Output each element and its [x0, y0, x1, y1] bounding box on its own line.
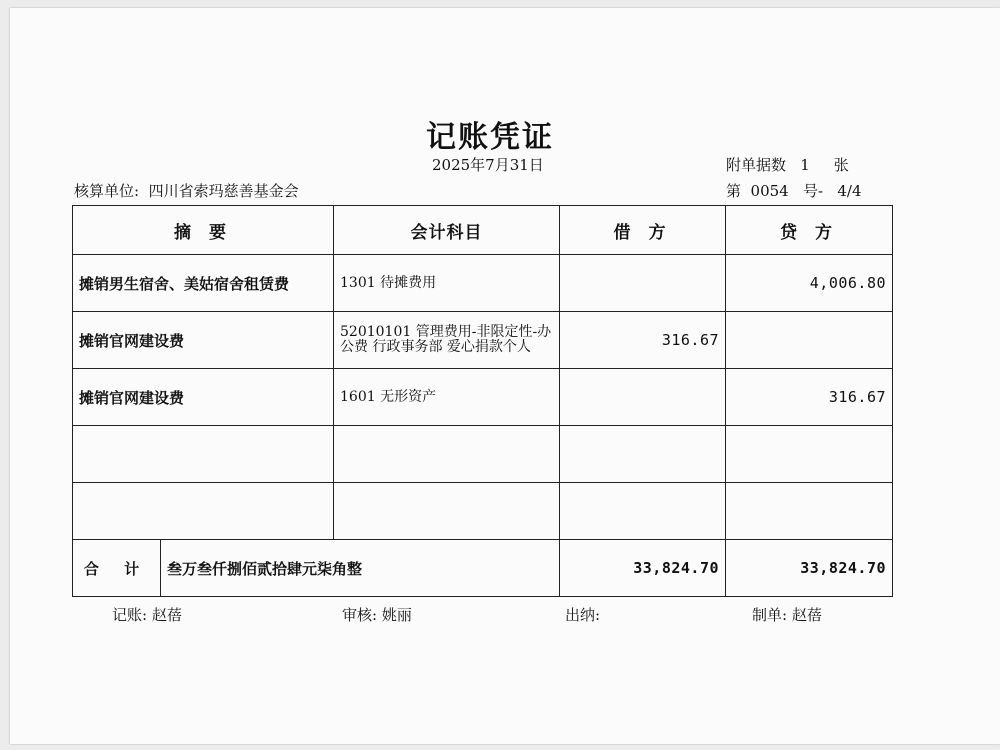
- accounting-unit-label: 核算单位:: [74, 182, 140, 200]
- total-row: [73, 540, 893, 597]
- row-debit: [560, 369, 726, 426]
- accounting-unit-name: 四川省索玛慈善基金会: [148, 182, 299, 200]
- row-debit: [560, 483, 726, 540]
- row-summary: 摊销男生宿舍、美姑宿舍租赁费: [73, 255, 334, 312]
- voucher-title: 记账凭证: [426, 120, 554, 155]
- table-row: [73, 255, 893, 312]
- signature-bookkeeper: 记账: 赵蓓: [112, 606, 182, 624]
- total-label: 合 计: [73, 540, 161, 597]
- voucher-date: 2025年7月31日: [432, 156, 544, 174]
- row-credit: [726, 483, 893, 540]
- header-credit: 贷 方: [726, 206, 893, 255]
- signature-cashier: 出纳:: [565, 606, 601, 624]
- signature-reviewer: 审核: 姚丽: [342, 606, 412, 624]
- row-debit: 316.67: [560, 312, 726, 369]
- total-credit: 33,824.70: [726, 540, 893, 597]
- signature-preparer: 制单: 赵蓓: [752, 606, 822, 624]
- voucher-number: 第 0054 号- 4/4: [726, 182, 862, 200]
- voucher-table: [72, 205, 893, 597]
- table-row: [73, 312, 893, 369]
- row-credit: [726, 312, 893, 369]
- row-subject: 1601 无形资产: [334, 369, 560, 426]
- total-debit: 33,824.70: [560, 540, 726, 597]
- row-summary: [73, 426, 334, 483]
- attachment-count: 附单据数 1 张: [726, 156, 849, 174]
- row-debit: [560, 426, 726, 483]
- row-credit: [726, 426, 893, 483]
- row-summary: [73, 483, 334, 540]
- total-amount-words: 叁万叁仟捌佰贰拾肆元柒角整: [161, 540, 560, 597]
- accounting-unit: [74, 180, 299, 201]
- row-subject: [334, 483, 560, 540]
- row-summary: 摊销官网建设费: [73, 369, 334, 426]
- row-subject: [334, 426, 560, 483]
- row-credit: 4,006.80: [726, 255, 893, 312]
- row-debit: [560, 255, 726, 312]
- row-subject: 52010101 管理费用-非限定性-办公费 行政事务部 爱心捐款个人: [334, 312, 560, 369]
- row-credit: 316.67: [726, 369, 893, 426]
- table-row: [73, 483, 893, 540]
- table-row: [73, 426, 893, 483]
- row-subject: 1301 待摊费用: [334, 255, 560, 312]
- header-subject: 会计科目: [334, 206, 560, 255]
- header-row: [73, 206, 893, 255]
- header-debit: 借 方: [560, 206, 726, 255]
- header-summary: 摘 要: [73, 206, 334, 255]
- row-summary: 摊销官网建设费: [73, 312, 334, 369]
- table-row: [73, 369, 893, 426]
